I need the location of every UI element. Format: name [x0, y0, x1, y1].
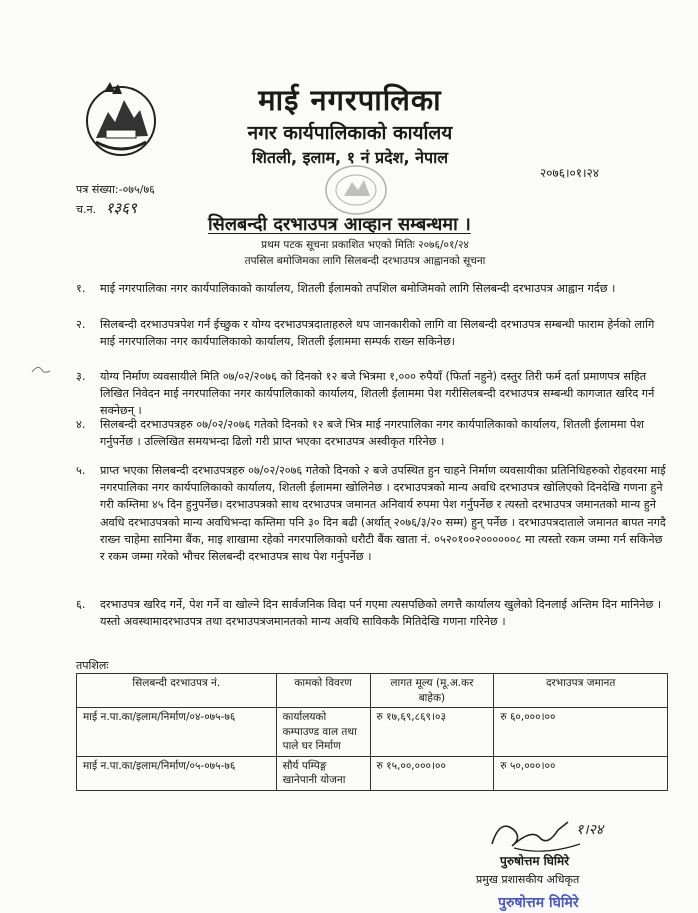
table-cell: सौर्य पम्पिङ्ग खानेपानी योजना — [276, 756, 370, 790]
subject-line: सिलबन्दी दरभाउपत्र आव्हान सम्बन्धमा । — [208, 214, 471, 235]
signatory-name: पुरुषोत्तम घिमिरे — [500, 854, 570, 868]
notice-publish-date: प्रथम पटक सूचना प्रकाशित भएको मितिः २०७६/०१/२४ — [261, 239, 469, 251]
column-header: सिलबन्दी दरभाउपत्र नं. — [77, 674, 277, 708]
signature-date: १।२४ — [576, 822, 604, 838]
table-label: तपशिलः — [76, 659, 109, 672]
column-header: कामको विवरण — [276, 674, 370, 708]
list-item: ३. योग्य निर्माण व्यवसायीले मिति ०७/०२/२०७६ को दिनको १२ बजे भित्रमा १,००० रुपैयाँ (फिर्ता नहुने) दस्तुर तिरी फर्म दर्ता प्रमाणपत्र सहित लिखित निवेदन माई नगरपालिका नगर कार्यपालिकाको कार्यालय, शितली ईलाममा पेश गरीसिलबन्दी दरभाउपत्र सम्बन्धी कागजात खरिद गर्न सक्नेछन् । — [76, 370, 655, 418]
table-header-row — [77, 674, 668, 708]
table-cell: रु १५,००,०००।०० — [370, 756, 494, 790]
column-header: दरभाउपत्र जमानत — [494, 674, 668, 708]
name-stamp: पुरुषोत्तम घिमिरे — [498, 895, 579, 911]
list-item: ६. दरभाउपत्र खरिद गर्ने, पेश गर्ने वा खोल्ने दिन सार्वजनिक विदा पर्न गएमा त्यसपछिको लगत्तै कार्यालय खुलेको दिनलाई अन्तिम दिन मानिनेछ । यस्तो अवस्थामादरभाउपत्र तथा दरभाउपत्रजमानतको मान्य अवधि साविककै मितिदेखि गणना गरिनेछ । — [76, 598, 662, 629]
municipality-emblem-icon — [82, 78, 160, 160]
reference-number: पत्र संख्या:-०७५/७६ — [76, 183, 155, 196]
margin-mark-icon — [30, 362, 52, 378]
office-address: शितली, इलाम, १ नं प्रदेश, नेपाल — [251, 148, 449, 167]
table-cell: रु ६०,०००।०० — [494, 708, 668, 757]
list-item: ४. सिलबन्दी दरभाउपत्रहरु ०७/०२/२०७६ गतेको दिनको १२ बजे भित्र माई नगरपालिका नगर कार्यपालिकाको कार्यालय, शितली ईलाममा पेश गर्नुपर्नेछ । उल्लिखित समयभन्दा ढिलो गरी प्राप्त भएका दरभाउपत्र अस्वीकृत गरिनेछ । — [76, 418, 644, 449]
table-cell: रु ५०,०००।०० — [494, 756, 668, 790]
dispatch-number — [76, 198, 137, 218]
dispatch-label: च.न. — [76, 203, 97, 216]
column-header: लागत मूल्य (मू.अ.कर बाहेक) — [370, 674, 494, 708]
tender-table — [76, 673, 668, 791]
letter-date: २०७६।०१।२४ — [540, 166, 600, 180]
table-cell: रु १७,६९,८६९।०३ — [370, 708, 494, 757]
table-row — [77, 708, 668, 757]
table-cell: कार्यालयको कम्पाउण्ड वाल तथा पाले घर निर्माण — [276, 708, 370, 757]
office-name: नगर कार्यपालिकाको कार्यालय — [247, 122, 453, 144]
notice-heading: तपसिल बमोजिमका लागि सिलबन्दी दरभाउपत्र आह्वानको सूचना — [244, 255, 486, 267]
office-seal-icon — [322, 162, 390, 218]
list-item: ५. प्राप्त भएका सिलबन्दी दरभाउपत्रहरु ०७/०२/२०७६ गतेको दिनको २ बजे उपस्थित हुन चाहने निर्माण व्यवसायीका प्रतिनिधिहरुको रोहवरमा माई नगरपालिका नगर कार्यपालिकाको कार्यालय, शितली ईलाममा खोलिनेछ । दरभाउपत्रको मान्य अवधि दरभाउपत्र खोलिएको दिनदेखि गणना हुने गरी कम्तिमा ४५ दिन हुनुपर्नेछ। दरभाउपत्रको साथ दरभाउपत्र जमानत अनिवार्य रुपमा पेश गर्नुपर्नेछ र त्यस्तो दरभाउपत्र जमानतको मान्य हुने अवधि दरभाउपत्रको मान्य अवधिभन्दा कम्तिमा पनि ३० दिन बढी (अर्थात् २०७६/३/२० सम्म) हुन् पर्नेछ । दरभाउपत्रदाताले जमानत बापत नगदै राख्न चाहेमा सानिमा बैंक, माइ शाखामा रहेको नगरपालिकाको धरौटी बैंक खाता नं. ०५२०१००२००००००८ मा त्यस्तो रकम जम्मा गर्न सकिनेछ र रकम जम्मा गरेको भौचर सिलबन्दी दरभाउपत्र साथ पेश गर्नुपर्नेछ । — [76, 464, 666, 564]
list-item: २. सिलबन्दी दरभाउपत्रपेश गर्न ईच्छुक र योग्य दरभाउपत्रदाताहरुले थप जानकारीको लागि वा सिलबन्दी दरभाउपत्र सम्बन्धी फाराम हेर्नको लागि माई नगरपालिका नगर कार्यपालिकाको कार्यालय, शितली ईलाममा सम्पर्क राख्न सकिनेछ। — [76, 318, 655, 349]
table-cell: माई न.पा.का/इलाम/निर्माण/०४-०७५-७६ — [77, 708, 277, 757]
table-row — [77, 756, 668, 790]
municipality-name: माई नगरपालिका — [258, 83, 442, 117]
table-cell: माई न.पा.का/इलाम/निर्माण/०५-०७५-७६ — [77, 756, 277, 790]
signatory-designation: प्रमुख प्रशासकीय अधिकृत — [476, 873, 580, 886]
dispatch-value: १३६९ — [105, 199, 137, 217]
list-item: १. माई नगरपालिका नगर कार्यपालिकाको कार्यालय, शितली ईलामको तपशिल बमोजिमको लागि सिलबन्दी दरभाउपत्र आह्वान गर्दछ । — [76, 282, 616, 295]
